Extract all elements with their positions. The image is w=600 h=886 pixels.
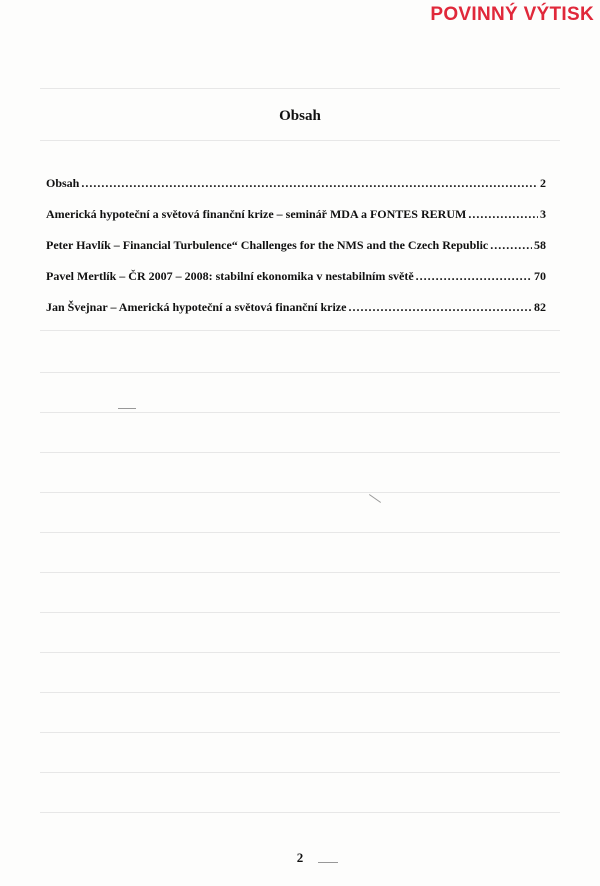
bleed-through-line: [40, 772, 560, 773]
toc-leader-dots: [468, 205, 538, 223]
bleed-through-line: [40, 532, 560, 533]
toc-entry-title: Obsah: [46, 176, 80, 190]
toc-entry-title: Peter Havlík – Financial Turbulence“ Challenges for the NMS and the Czech Republic: [46, 238, 489, 252]
bleed-through-line: [40, 140, 560, 141]
toc-leader-dots: [490, 236, 532, 254]
toc-entry: [46, 174, 546, 205]
page-title: Obsah: [279, 108, 321, 124]
page-number: 2: [296, 850, 304, 865]
mandatory-copy-stamp: POVINNÝ VÝTISK: [430, 4, 594, 25]
table-of-contents: [46, 174, 546, 329]
toc-entry: [46, 267, 546, 298]
bleed-through-line: [40, 492, 560, 493]
bleed-through-line: [40, 732, 560, 733]
bleed-through-line: [40, 412, 560, 413]
bleed-through-line: [40, 452, 560, 453]
toc-entry-page: 82: [534, 300, 546, 314]
toc-entry-page: 2: [540, 176, 546, 190]
scan-mark: [118, 408, 136, 409]
bleed-through-line: [40, 652, 560, 653]
bleed-through-line: [40, 692, 560, 693]
toc-entry: [46, 236, 546, 267]
toc-entry: [46, 298, 546, 329]
bleed-through-line: [40, 572, 560, 573]
toc-leader-dots: [81, 174, 538, 192]
bleed-through-line: [40, 372, 560, 373]
toc-entry-page: 58: [534, 238, 546, 252]
toc-leader-dots: [348, 298, 532, 316]
toc-entry-title: Pavel Mertlík – ČR 2007 – 2008: stabilní ekonomika v nestabilním světě: [46, 269, 414, 283]
toc-entry-title: Jan Švejnar – Americká hypoteční a světová finanční krize: [46, 300, 347, 314]
bleed-through-line: [40, 812, 560, 813]
toc-entry-title: Americká hypoteční a světová finanční krize – seminář MDA a FONTES RERUM: [46, 207, 467, 221]
toc-entry-page: 70: [534, 269, 546, 283]
toc-entry: [46, 205, 546, 236]
toc-entry-page: 3: [540, 207, 546, 221]
bleed-through-line: [40, 330, 560, 331]
toc-leader-dots: [416, 267, 532, 285]
bleed-through-line: [40, 612, 560, 613]
scan-mark: [369, 494, 381, 503]
bleed-through-line: [40, 88, 560, 89]
